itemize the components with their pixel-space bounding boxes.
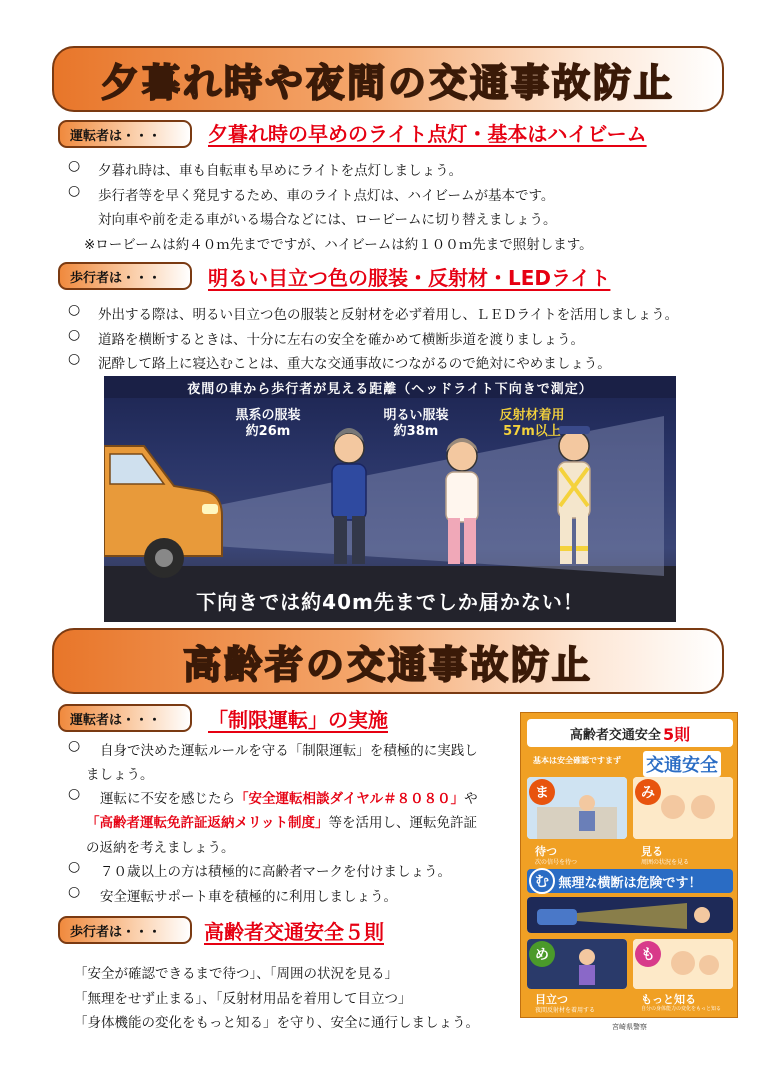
elder-driver-line-1: 自身で決めた運転ルールを守る「制限運転」を積極的に実践し [100,743,478,759]
driver-tag: 運転者は・・・ [58,120,192,148]
section1-banner [52,46,724,112]
section2-banner-title: 高齢者の交通事故防止 [182,642,593,687]
driver-line-2: 歩行者等を早く発見するため、車のライト点灯は、ハイビームが基本です。 [98,188,555,204]
elder-pedestrian-heading: 高齢者交通安全５則 [204,920,384,944]
rule-mu-text: 無理な横断は危険です！ [558,875,702,891]
rule-mu-scene [527,897,733,933]
line2-pre: 運転に不安を感じたら [100,791,235,807]
reflect-label-text: 反射材着用 [499,408,565,423]
car [104,446,222,578]
reflect-distance: 57m以上 [503,424,561,439]
rule-mo-desc: 自分の身体能力の変化をもっと知る [641,1006,722,1012]
rule-mo [633,939,733,989]
pedestrian-line-3: 泥酔して路上に寝込むことは、重大な交通事故につながるので絶対にやめましょう。 [98,356,611,372]
rule-mu-art [527,897,733,933]
rule-me-mark: め [529,941,555,967]
rule-mi-word: 見る [641,845,663,858]
poster-title-num: 5則 [662,724,691,744]
pedestrian-line-2: 道路を横断するときは、十分に左右の安全を確かめて横断歩道を渡りましょう。 [98,332,584,348]
driver-line-3: 対向車や前を走る車がいる場合などには、ロービームに切り替えましょう。 [98,212,557,228]
pedestrian-heading: 明るい目立つ色の服装・反射材・LEDライト [208,266,611,290]
bullet: ○ [68,158,81,174]
elder-driver-line-3b: の返納を考えましょう。 [86,840,235,856]
line3-post: 等を活用し、運転免許証 [328,815,477,831]
pedestrian-tag: 歩行者は・・・ [58,262,192,290]
rule-mu-band [527,869,733,893]
illustration-caption: 下向きでは約40m先までしか届かない！ [196,589,584,614]
rule-ma-word: 待つ [535,845,557,858]
elder-driver-tag: 運転者は・・・ [58,704,192,732]
driver-heading: 夕暮れ時の早めのライト点灯・基本はハイビーム [208,122,647,146]
bright-label-text: 明るい服装 [383,408,449,423]
elder-driver-line-5: 安全運転サポート車を積極的に利用しましょう。 [100,889,397,905]
five-rules-poster [520,712,738,1018]
rule-me [527,939,627,989]
bullet: ○ [68,183,81,199]
rule-mo-word: もっと知る [641,993,696,1006]
license-return-system: 「高齢者運転免許証返納メリット制度」 [86,815,329,831]
illustration-title: 夜間の車から歩行者が見える距離（ヘッドライト下向きで測定） [104,376,676,398]
bullet: ○ [68,351,81,367]
night-visibility-illustration [104,376,676,622]
line2-post: や [464,791,478,807]
bullet: ○ [68,884,81,900]
bullet: ○ [68,786,81,802]
bright-distance: 約38m [393,424,439,439]
elder-driver-line-2 [100,787,478,807]
driver-line-1: 夕暮れ時は、車も自転車も早めにライトを点灯しましょう。 [98,163,463,179]
rule-ma [527,777,627,839]
rule-mu-mark: む [529,868,555,894]
dark-label [216,408,320,440]
headlight-beam [214,416,664,576]
bullet: ○ [68,738,81,754]
rule-mo-mark: も [635,941,661,967]
rule-ma-desc: 次の信号を待つ [535,859,578,866]
elder-driver-line-3 [86,811,477,831]
section1-banner-title: 夕暮れ時や夜間の交通事故防止 [100,60,675,105]
driver-note: ※ロービームは約４０ｍ先までですが、ハイビームは約１００ｍ先まで照射します。 [84,237,593,253]
elder-driver-line-1b: ましょう。 [86,767,154,783]
section2-banner [52,628,724,694]
elder-pedestrian-tag: 歩行者は・・・ [58,916,192,944]
dark-label-text: 黒系の服装 [235,408,301,423]
elder-driver-line-4: ７０歳以上の方は積極的に高齢者マークを付けましょう。 [100,864,451,880]
five-rules-line-1: 「安全が確認できるまで待つ」、「周囲の状況を見る」 [74,966,398,982]
bullet: ○ [68,327,81,343]
elder-driver-heading: 「制限運転」の実施 [208,708,388,732]
rule-mi-desc: 周囲の状況を見る [641,859,690,866]
five-rules-line-2: 「無理をせず止まる」、「反射材用品を着用して目立つ」 [74,991,412,1007]
dark-distance: 約26m [245,424,291,439]
poster-sub: 基本は安全確認ですまず [533,756,621,765]
rule-me-desc: 夜間反射材を着用する [535,1007,596,1014]
rule-ma-mark: ま [529,779,555,805]
rule-mi-mark: み [635,779,661,805]
rule-me-word: 目立つ [535,993,568,1006]
bright-label [364,408,468,440]
five-rules-line-3: 「身体機能の変化をもっと知る」を守り、安全に通行しましょう。 [74,1015,479,1031]
bullet: ○ [68,302,81,318]
poster-title [527,719,733,747]
poster-footer: 宮崎県警察 [612,1023,647,1031]
rule-mi [633,777,733,839]
consult-dial: 「安全運転相談ダイヤル＃８０８０」 [235,791,465,807]
reflect-label [480,408,584,440]
poster-main: 交通安全 [643,751,721,777]
bullet: ○ [68,859,81,875]
poster-title-text: 高齢者交通安全 [569,727,661,743]
pedestrian-line-1: 外出する際は、明るい目立つ色の服装と反射材を必ず着用し、ＬＥＤライトを活用しましょう。 [98,307,679,323]
